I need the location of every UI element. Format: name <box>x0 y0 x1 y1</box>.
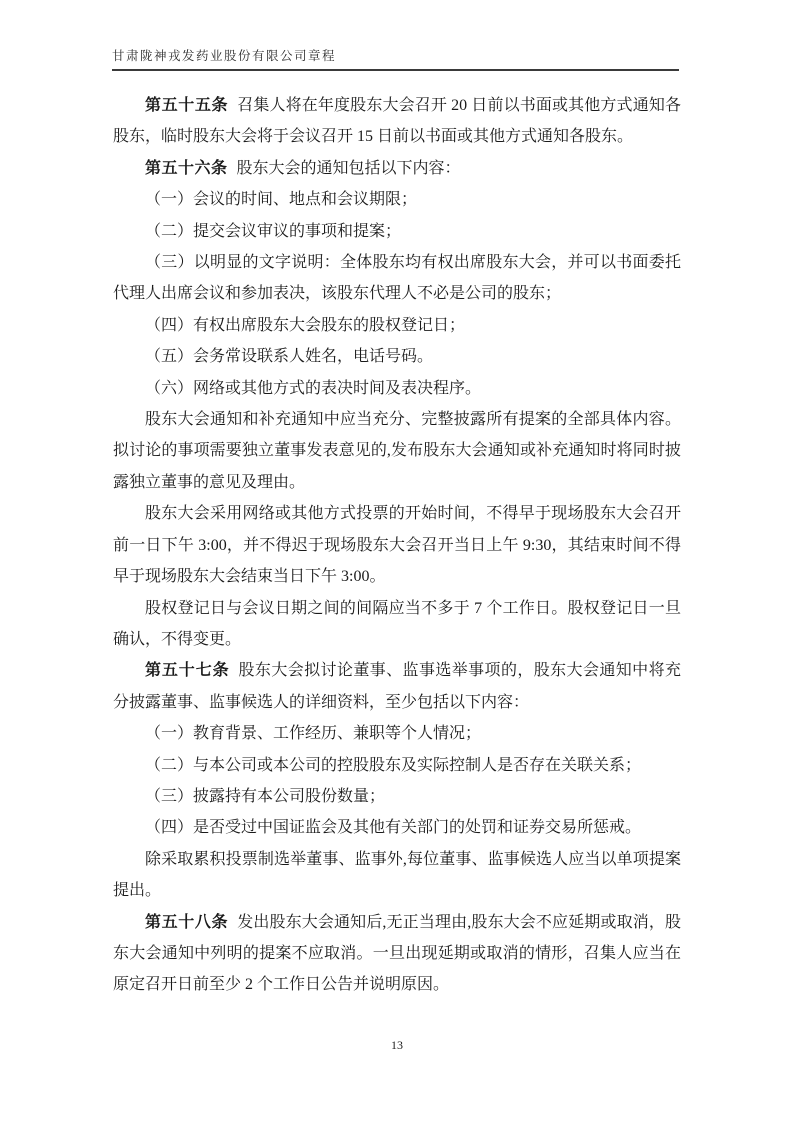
body-paragraph <box>113 310 681 341</box>
page-footer <box>0 1038 794 1053</box>
header-title: 甘肃陇神戎发药业股份有限公司章程 <box>112 49 337 63</box>
paragraph-text: （二）提交会议审议的事项和提案； <box>145 222 402 240</box>
body-paragraph <box>113 781 681 812</box>
document-body <box>113 90 681 1001</box>
paragraph-text: （三）以明显的文字说明：全体股东均有权出席股东大会，并可以书面委托代理人出席会议和参加表决，该股东代理人不必是公司的股东； <box>113 254 681 303</box>
paragraph-text: 股权登记日与会议日期之间的间隔应当不多于 7 个工作日。股权登记日一旦确认，不得变更。 <box>113 599 681 648</box>
header-rule <box>112 69 679 71</box>
paragraph-text: （四）有权出席股东大会股东的股权登记日； <box>145 316 466 334</box>
paragraph-text: 股东大会采用网络或其他方式投票的开始时间，不得早于现场股东大会召开前一日下午 3:00，并不得迟于现场股东大会召开当日上午 9:30，其结束时间不得早于现场股东大会结束当日下午 3:00。 <box>113 505 681 586</box>
body-paragraph <box>113 184 681 215</box>
article-number: 第五十七条 <box>145 662 230 680</box>
paragraph-text: （三）披露持有本公司股份数量； <box>145 787 386 805</box>
paragraph-text: 除采取累积投票制选举董事、监事外,每位董事、监事候选人应当以单项提案提出。 <box>113 850 681 900</box>
body-paragraph <box>113 593 681 656</box>
body-paragraph <box>113 247 681 310</box>
paragraph-text: 发出股东大会通知后,无正当理由,股东大会不应延期或取消，股东大会通知中列明的提案不应取消。一旦出现延期或取消的情形，召集人应当在原定召开日前至少 2 个工作日公告并说明原因。 <box>113 913 681 994</box>
body-paragraph <box>113 750 681 781</box>
paragraph-text: 股东大会拟讨论董事、监事选举事项的，股东大会通知中将充分披露董事、监事候选人的详细资料，至少包括以下内容： <box>113 662 681 711</box>
body-paragraph <box>113 373 681 404</box>
body-paragraph <box>113 404 681 498</box>
article-paragraph <box>113 655 681 718</box>
body-paragraph <box>113 844 681 907</box>
article-number: 第五十八条 <box>145 913 229 931</box>
paragraph-text: 股东大会的通知包括以下内容： <box>236 159 461 177</box>
paragraph-text: 股东大会通知和补充通知中应当充分、完整披露所有提案的全部具体内容。拟讨论的事项需要独立董事发表意见的,发布股东大会通知或补充通知时将同时披露独立董事的意见及理由。 <box>113 411 681 491</box>
article-paragraph <box>113 907 681 1001</box>
article-number: 第五十六条 <box>145 159 228 177</box>
article-number: 第五十五条 <box>145 97 229 114</box>
paragraph-text: （五）会务常设联系人姓名，电话号码。 <box>145 348 434 366</box>
article-paragraph <box>113 153 681 184</box>
body-paragraph <box>113 341 681 372</box>
paragraph-text: （四）是否受过中国证监会及其他有关部门的处罚和证券交易所惩戒。 <box>145 819 642 837</box>
body-paragraph <box>113 216 681 247</box>
page-header <box>112 48 679 71</box>
body-paragraph <box>113 718 681 749</box>
paragraph-text: （六）网络或其他方式的表决时间及表决程序。 <box>145 379 482 397</box>
article-paragraph <box>113 90 681 153</box>
body-paragraph <box>113 812 681 843</box>
page-number: 13 <box>391 1038 403 1052</box>
paragraph-text: （一）会议的时间、地点和会议期限； <box>145 191 418 209</box>
paragraph-text: （一）教育背景、工作经历、兼职等个人情况； <box>145 725 482 743</box>
body-paragraph <box>113 498 681 592</box>
paragraph-text: （二）与本公司或本公司的控股股东及实际控制人是否存在关联关系； <box>145 756 642 774</box>
paragraph-text: 召集人将在年度股东大会召开 20 日前以书面或其他方式通知各股东，临时股东大会将于会议召开 15 日前以书面或其他方式通知各股东。 <box>113 97 681 146</box>
